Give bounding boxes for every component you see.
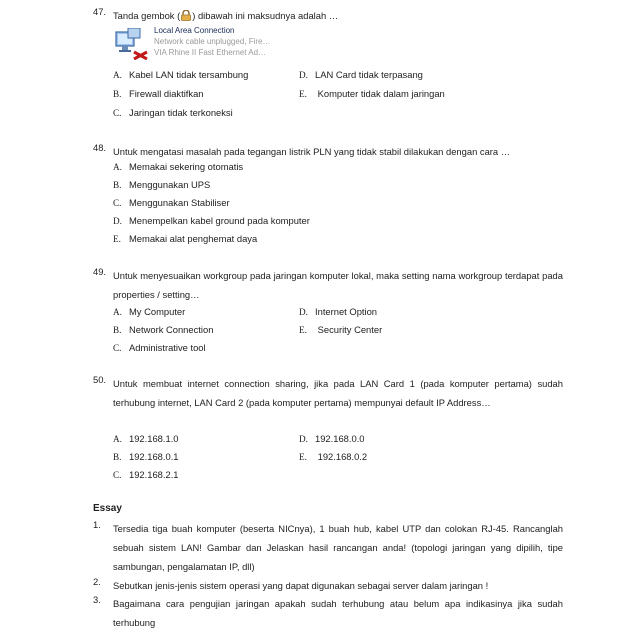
option-d[interactable]: D. LAN Card tidak terpasang [299, 69, 423, 80]
option-d[interactable]: D. Menempelkan kabel ground pada komputer [113, 215, 310, 226]
question-number: 47. [93, 6, 107, 17]
option-b[interactable]: B. 192.168.0.1 [113, 451, 179, 462]
option-a[interactable]: A. Memakai sekering otomatis [113, 161, 244, 172]
question-number: 49. [93, 266, 107, 277]
question-48 [93, 142, 563, 161]
question-50 [93, 374, 563, 412]
option-d[interactable]: D. 192.168.0.0 [299, 433, 365, 444]
option-b[interactable]: B. Menggunakan UPS [113, 179, 211, 190]
option-e[interactable]: E. 192.168.0.2 [299, 451, 368, 462]
question-number: 50. [93, 374, 107, 385]
question-text: Tanda gembok ( ) dibawah ini maksudnya adalah … [113, 6, 563, 27]
essay-item-2 [93, 576, 563, 595]
essay-text: Sebutkan jenis-jenis sistem operasi yang dapat digunakan sebagai server dalam jaringan ! [113, 580, 489, 591]
option-d[interactable]: D. Internet Option [299, 306, 378, 317]
question-text: Untuk membuat internet connection sharing, jika pada LAN Card 1 (pada komputer pertama) sudah terhubung internet, LAN Card 2 (pada komputer pertama) mempunyai default IP Address… [113, 378, 563, 408]
option-b[interactable]: B. Firewall diaktifkan [113, 88, 204, 99]
network-connection-icon [114, 28, 150, 62]
essay-number: 1. [93, 519, 101, 530]
option-e[interactable]: E. Komputer tidak dalam jaringan [299, 88, 445, 99]
essay-item-3 [93, 594, 563, 632]
question-text: Untuk menyesuaikan workgroup pada jaringan komputer lokal, maka setting nama workgroup terdapat pada properties / setting… [113, 270, 563, 300]
option-e[interactable]: E. Security Center [299, 324, 383, 335]
essay-item-1 [93, 519, 563, 576]
essay-text: Tersedia tiga buah komputer (beserta NICnya), 1 buah hub, kabel UTP dan colokan RJ-45. Rancanglah sebuah sistem LAN! Gambar dan Jelaskan hasil rancangan anda! (topologi jaringan yang dipilih, tipe sambungan, pengalamatan IP, dll) [113, 523, 563, 572]
connection-status: Network cable unplugged, Fire… [154, 37, 271, 46]
option-c[interactable]: C. Administrative tool [113, 342, 206, 353]
option-c[interactable]: C. 192.168.2.1 [113, 469, 179, 480]
essay-heading: Essay [93, 503, 122, 514]
lock-icon [180, 8, 192, 27]
local-area-connection-icon-block [112, 26, 282, 62]
option-a[interactable]: A. 192.168.1.0 [113, 433, 179, 444]
connection-device: VIA Rhine II Fast Ethernet Ad… [154, 48, 267, 57]
question-47 [93, 6, 563, 27]
connection-name: Local Area Connection [154, 26, 235, 35]
essay-number: 2. [93, 576, 101, 587]
option-b[interactable]: B. Network Connection [113, 324, 214, 335]
option-a[interactable]: A. My Computer [113, 306, 186, 317]
option-e[interactable]: E. Memakai alat penghemat daya [113, 233, 258, 244]
question-49 [93, 266, 563, 304]
question-number: 48. [93, 142, 107, 153]
option-c[interactable]: C. Jaringan tidak terkoneksi [113, 107, 233, 118]
question-text: Untuk mengatasi masalah pada tegangan listrik PLN yang tidak stabil dilakukan dengan cara … [113, 146, 511, 157]
essay-number: 3. [93, 594, 101, 605]
option-a[interactable]: A. Kabel LAN tidak tersambung [113, 69, 249, 80]
option-c[interactable]: C. Menggunakan Stabiliser [113, 197, 230, 208]
essay-text: Bagaimana cara pengujian jaringan apakah sudah terhubung atau belum apa indikasinya jika sudah terhubung [113, 598, 563, 628]
